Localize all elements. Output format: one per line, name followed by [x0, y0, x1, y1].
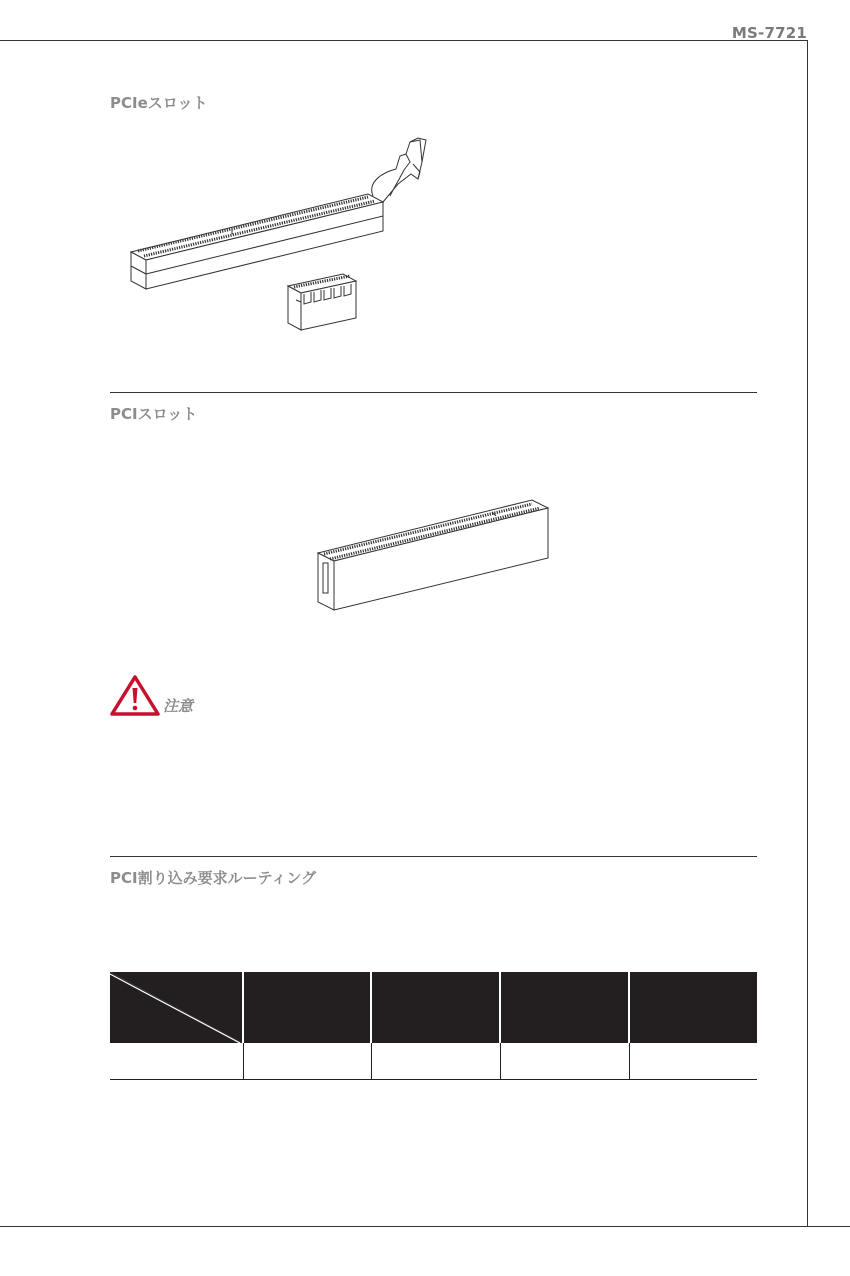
- table-cell: [500, 1043, 629, 1080]
- table-cell: [243, 1043, 371, 1080]
- pcie-slot-heading: PCIeスロット: [110, 94, 208, 112]
- column-divider: [629, 1043, 630, 1080]
- footer-rule: [0, 1226, 850, 1227]
- column-divider: [243, 1043, 244, 1080]
- column-divider: [371, 1043, 372, 1080]
- table-header-cell: [372, 972, 499, 1043]
- pcie-slot-illustration: [128, 134, 438, 334]
- table-row-label: [110, 1043, 243, 1080]
- caution-heading: 注意: [163, 697, 194, 715]
- table-corner-cell: [110, 972, 242, 1043]
- table-header-cell: [630, 972, 757, 1043]
- table-header-cell: [244, 972, 370, 1043]
- warning-triangle-icon: [110, 674, 160, 716]
- model-number: MS-7721: [731, 24, 807, 42]
- header-rule: [0, 40, 808, 41]
- column-divider: [500, 1043, 501, 1080]
- table-header-cell: [501, 972, 628, 1043]
- pci-slot-heading: PCIスロット: [110, 405, 198, 423]
- section-divider: [110, 856, 757, 857]
- section-divider: [110, 392, 757, 393]
- page-edge-rule: [807, 40, 808, 1227]
- irq-routing-table: [110, 972, 757, 1080]
- pci-slot-illustration: [316, 498, 552, 612]
- corner-diagonal: [110, 972, 242, 1043]
- pci-irq-routing-heading: PCI割り込み要求ルーティング: [110, 869, 317, 887]
- table-cell: [629, 1043, 757, 1080]
- table-cell: [371, 1043, 500, 1080]
